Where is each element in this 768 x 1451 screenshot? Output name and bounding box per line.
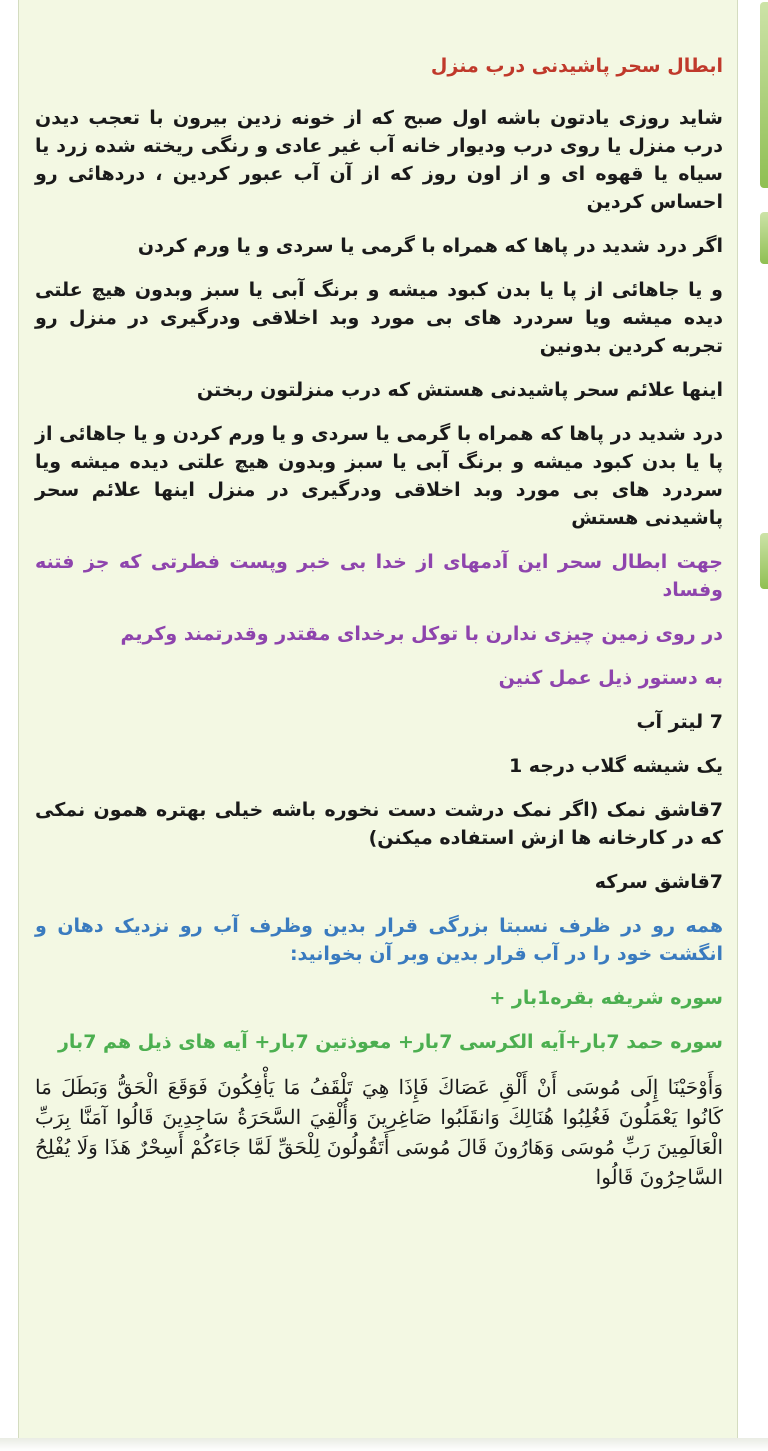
ingredient-rosewater: یک شیشه گلاب درجه 1 <box>508 755 723 777</box>
article-title: ابطال سحر پاشیدنی درب منزل <box>430 55 723 77</box>
green-line-1: سوره شریفه بقره1بار + <box>489 987 723 1009</box>
purple-line-1: جهت ابطال سحر این آدمهای از خدا بی خبر وپست فطرتی که جز فتنه وفساد <box>35 551 723 601</box>
paragraph-symptom-bruise: و یا جاهائی از پا یا بدن کبود میشه و برنگ آبی یا سبز وبدون هیچ علتی دیده میشه ویا سردرد های بی مورد وبد اخلاقی ودرگیری در منزل رو تجربه کردین بدونین <box>35 279 723 357</box>
green-line-2: سوره حمد 7بار+آیه الکرسی 7بار+ معوذتین 7بار+ آیه های ذیل هم 7بار <box>57 1031 723 1053</box>
paragraph-symptom-pain: اگر درد شدید در پاها که همراه با گرمی یا سردی و یا ورم کردن <box>137 235 723 257</box>
purple-line-2: در روی زمین چیزی ندارن با توکل برخدای مقتدر وقدرتمند وکریم <box>120 623 723 645</box>
ingredient-vinegar: 7قاشق سرکه <box>594 871 723 893</box>
article-body <box>19 0 737 1192</box>
edge-accent-middle <box>760 212 768 264</box>
edge-accent-lower <box>760 533 768 589</box>
paragraph-signs: اینها علائم سحر پاشیدنی هستش که درب منزلتون ربختن <box>196 379 723 401</box>
paragraph-intro: شاید روزی یادتون باشه اول صبح که از خونه زدین بیرون با تعجب دیدن درب منزل یا روی درب ودیوار خانه آب غیر عادی و رنگی ریخته شده زرد یا سیاه یا قهوه ای و از اون روز که از آن آب عبور کردین ، دردهائی رو احساس کردین <box>35 107 723 213</box>
instruction-text: همه رو در ظرف نسبتا بزرگی قرار بدین وظرف آب رو نزدیک دهان و انگشت خود را در آب قرار بدین وبر آن بخوانید: <box>35 915 723 965</box>
ingredient-salt: 7قاشق نمک (اگر نمک درشت دست نخوره باشه خیلی بهتره همون نمکی که در کارخانه ها ازش استفاده میکنن) <box>35 799 723 849</box>
paragraph-summary: درد شدید در پاها که همراه با گرمی یا سردی و یا ورم کردن و یا جاهائی از پا یا بدن کبود میشه و برنگ آبی یا سبز وبدون هیچ علتی دیده میشه ویا سردرد های بی مورد وبد اخلاقی ودرگیری در منزل اینها علائم سحر پاشیدنی هستش <box>35 423 723 529</box>
ingredient-water: 7 لیتر آب <box>636 711 723 733</box>
purple-line-3: به دستور ذیل عمل کنین <box>498 667 723 689</box>
article-card <box>18 0 738 1440</box>
quran-verse: وَأَوْحَيْنَا إِلَى مُوسَى أَنْ أَلْقِ عَصَاكَ فَإِذَا هِيَ تَلْقَفُ مَا يَأْفِكُونَ فَوَقَعَ الْحَقُّ وَبَطَلَ مَا كَانُوا يَعْمَلُونَ فَغُلِبُوا هُنَالِكَ وَانقَلَبُوا صَاغِرِينَ وَأُلْقِيَ السَّحَرَةُ سَاجِدِينَ قَالُوا آمَنَّا بِرَبِّ الْعَالَمِينَ رَبِّ مُوسَى وَهَارُونَ قَالَ مُوسَى أَتَقُولُونَ لِلْحَقِّ لَمَّا جَاءَكُمْ أَسِحْرٌ هَذَا وَلَا يُفْلِحُ السَّاحِرُونَ قَالُوا <box>35 1075 723 1189</box>
bottom-shadow <box>0 1438 768 1451</box>
edge-accent-top <box>760 2 768 188</box>
